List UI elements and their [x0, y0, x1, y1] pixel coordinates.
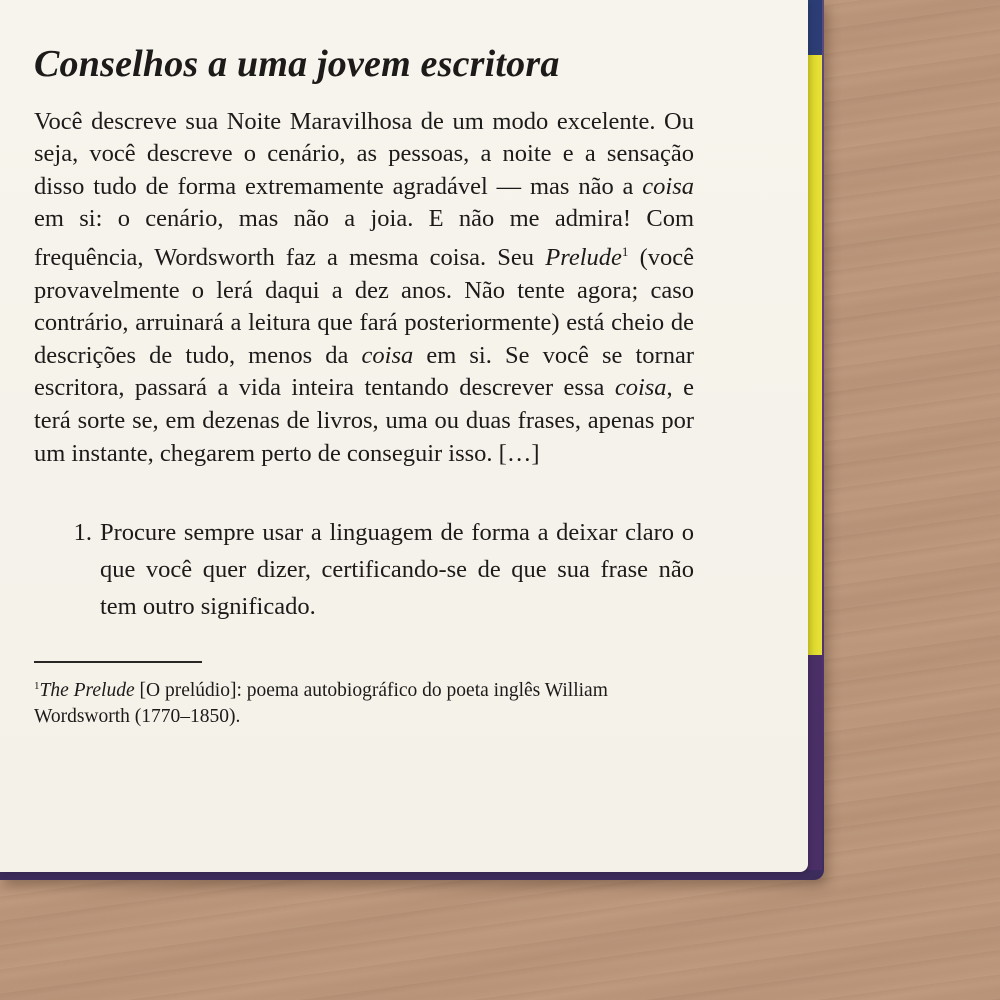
- italic-title: Prelude: [545, 243, 622, 271]
- page-content: [34, 30, 694, 730]
- list-number: 1.: [73, 519, 92, 547]
- paragraph-text: em si. Se você se tornar escritora, passará a vida inteira tentando descrever essa: [34, 341, 694, 402]
- cover-yellow-band: [808, 55, 822, 655]
- footnote-divider: [34, 661, 202, 663]
- paragraph-text: , e terá sorte se, em dezenas de livros, uma ou duas frases, apenas por um instante, chegarem perto de conseguir isso. […]: [34, 374, 694, 467]
- italic-word: coisa: [642, 172, 694, 200]
- list-item: [34, 514, 694, 625]
- footnote: [34, 673, 694, 730]
- italic-word: coisa: [614, 374, 667, 402]
- footnote-title: The Prelude: [39, 679, 135, 701]
- paragraph-text: em si: o cenário, mas não a joia. E não me admira! Com frequência, Wordsworth faz a mesma coisa. Seu: [34, 205, 694, 271]
- italic-word: coisa: [361, 341, 414, 369]
- body-paragraph: [34, 106, 694, 471]
- cover-purple-band: [808, 655, 822, 870]
- numbered-list: [34, 514, 694, 625]
- footnote-marker: 1: [621, 243, 629, 259]
- list-text: Procure sempre usar a linguagem de forma a deixar claro o que você quer dizer, certificando-se de que sua frase não tem outro significado.: [100, 519, 694, 621]
- paragraph-text: (você provavelmente o lerá daqui a dez anos. Não tente agora; caso contrário, arruinará a leitura que fará posteriormente) está cheio de descrições de tudo, menos da: [34, 243, 694, 369]
- paragraph-text: Você descreve sua Noite Maravilhosa de um modo excelente. Ou seja, você descreve o cenário, as pessoas, a noite e a sensação disso tudo de forma extremamente agradável — mas não a: [34, 107, 694, 200]
- cover-blue-band: [808, 0, 822, 55]
- footnote-text: [O prelúdio]: poema autobiográfico do poeta inglês William Wordsworth (1770–1850).: [34, 679, 608, 727]
- chapter-title: Conselhos a uma jovem escritora: [34, 43, 560, 85]
- footnote-number: 1: [34, 679, 40, 692]
